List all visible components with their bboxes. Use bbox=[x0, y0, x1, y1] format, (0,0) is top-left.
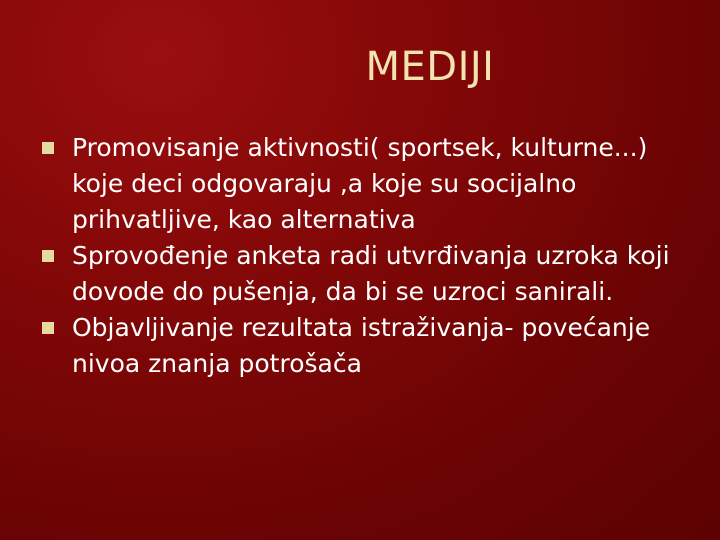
bullet-text: Promovisanje aktivnosti( sportsek, kulturne...) koje deci odgovaraju ,a koje su socijalno prihvatljive, kao alternativa bbox=[72, 133, 648, 234]
bullet-text: Objavljivanje rezultata istraživanja- povećanje nivoa znanja potrošača bbox=[72, 313, 651, 378]
slide-title-container bbox=[0, 44, 720, 90]
bullet-item bbox=[42, 238, 692, 310]
bullet-list bbox=[42, 130, 692, 382]
bullet-text: Sprovođenje anketa radi utvrđivanja uzroka koji dovode do pušenja, da bi se uzroci sanirali. bbox=[72, 241, 670, 306]
square-bullet-icon bbox=[42, 142, 54, 154]
square-bullet-icon bbox=[42, 250, 54, 262]
slide-title: MEDIJI bbox=[365, 44, 495, 90]
bullet-item bbox=[42, 130, 692, 238]
bullet-item bbox=[42, 310, 692, 382]
square-bullet-icon bbox=[42, 322, 54, 334]
